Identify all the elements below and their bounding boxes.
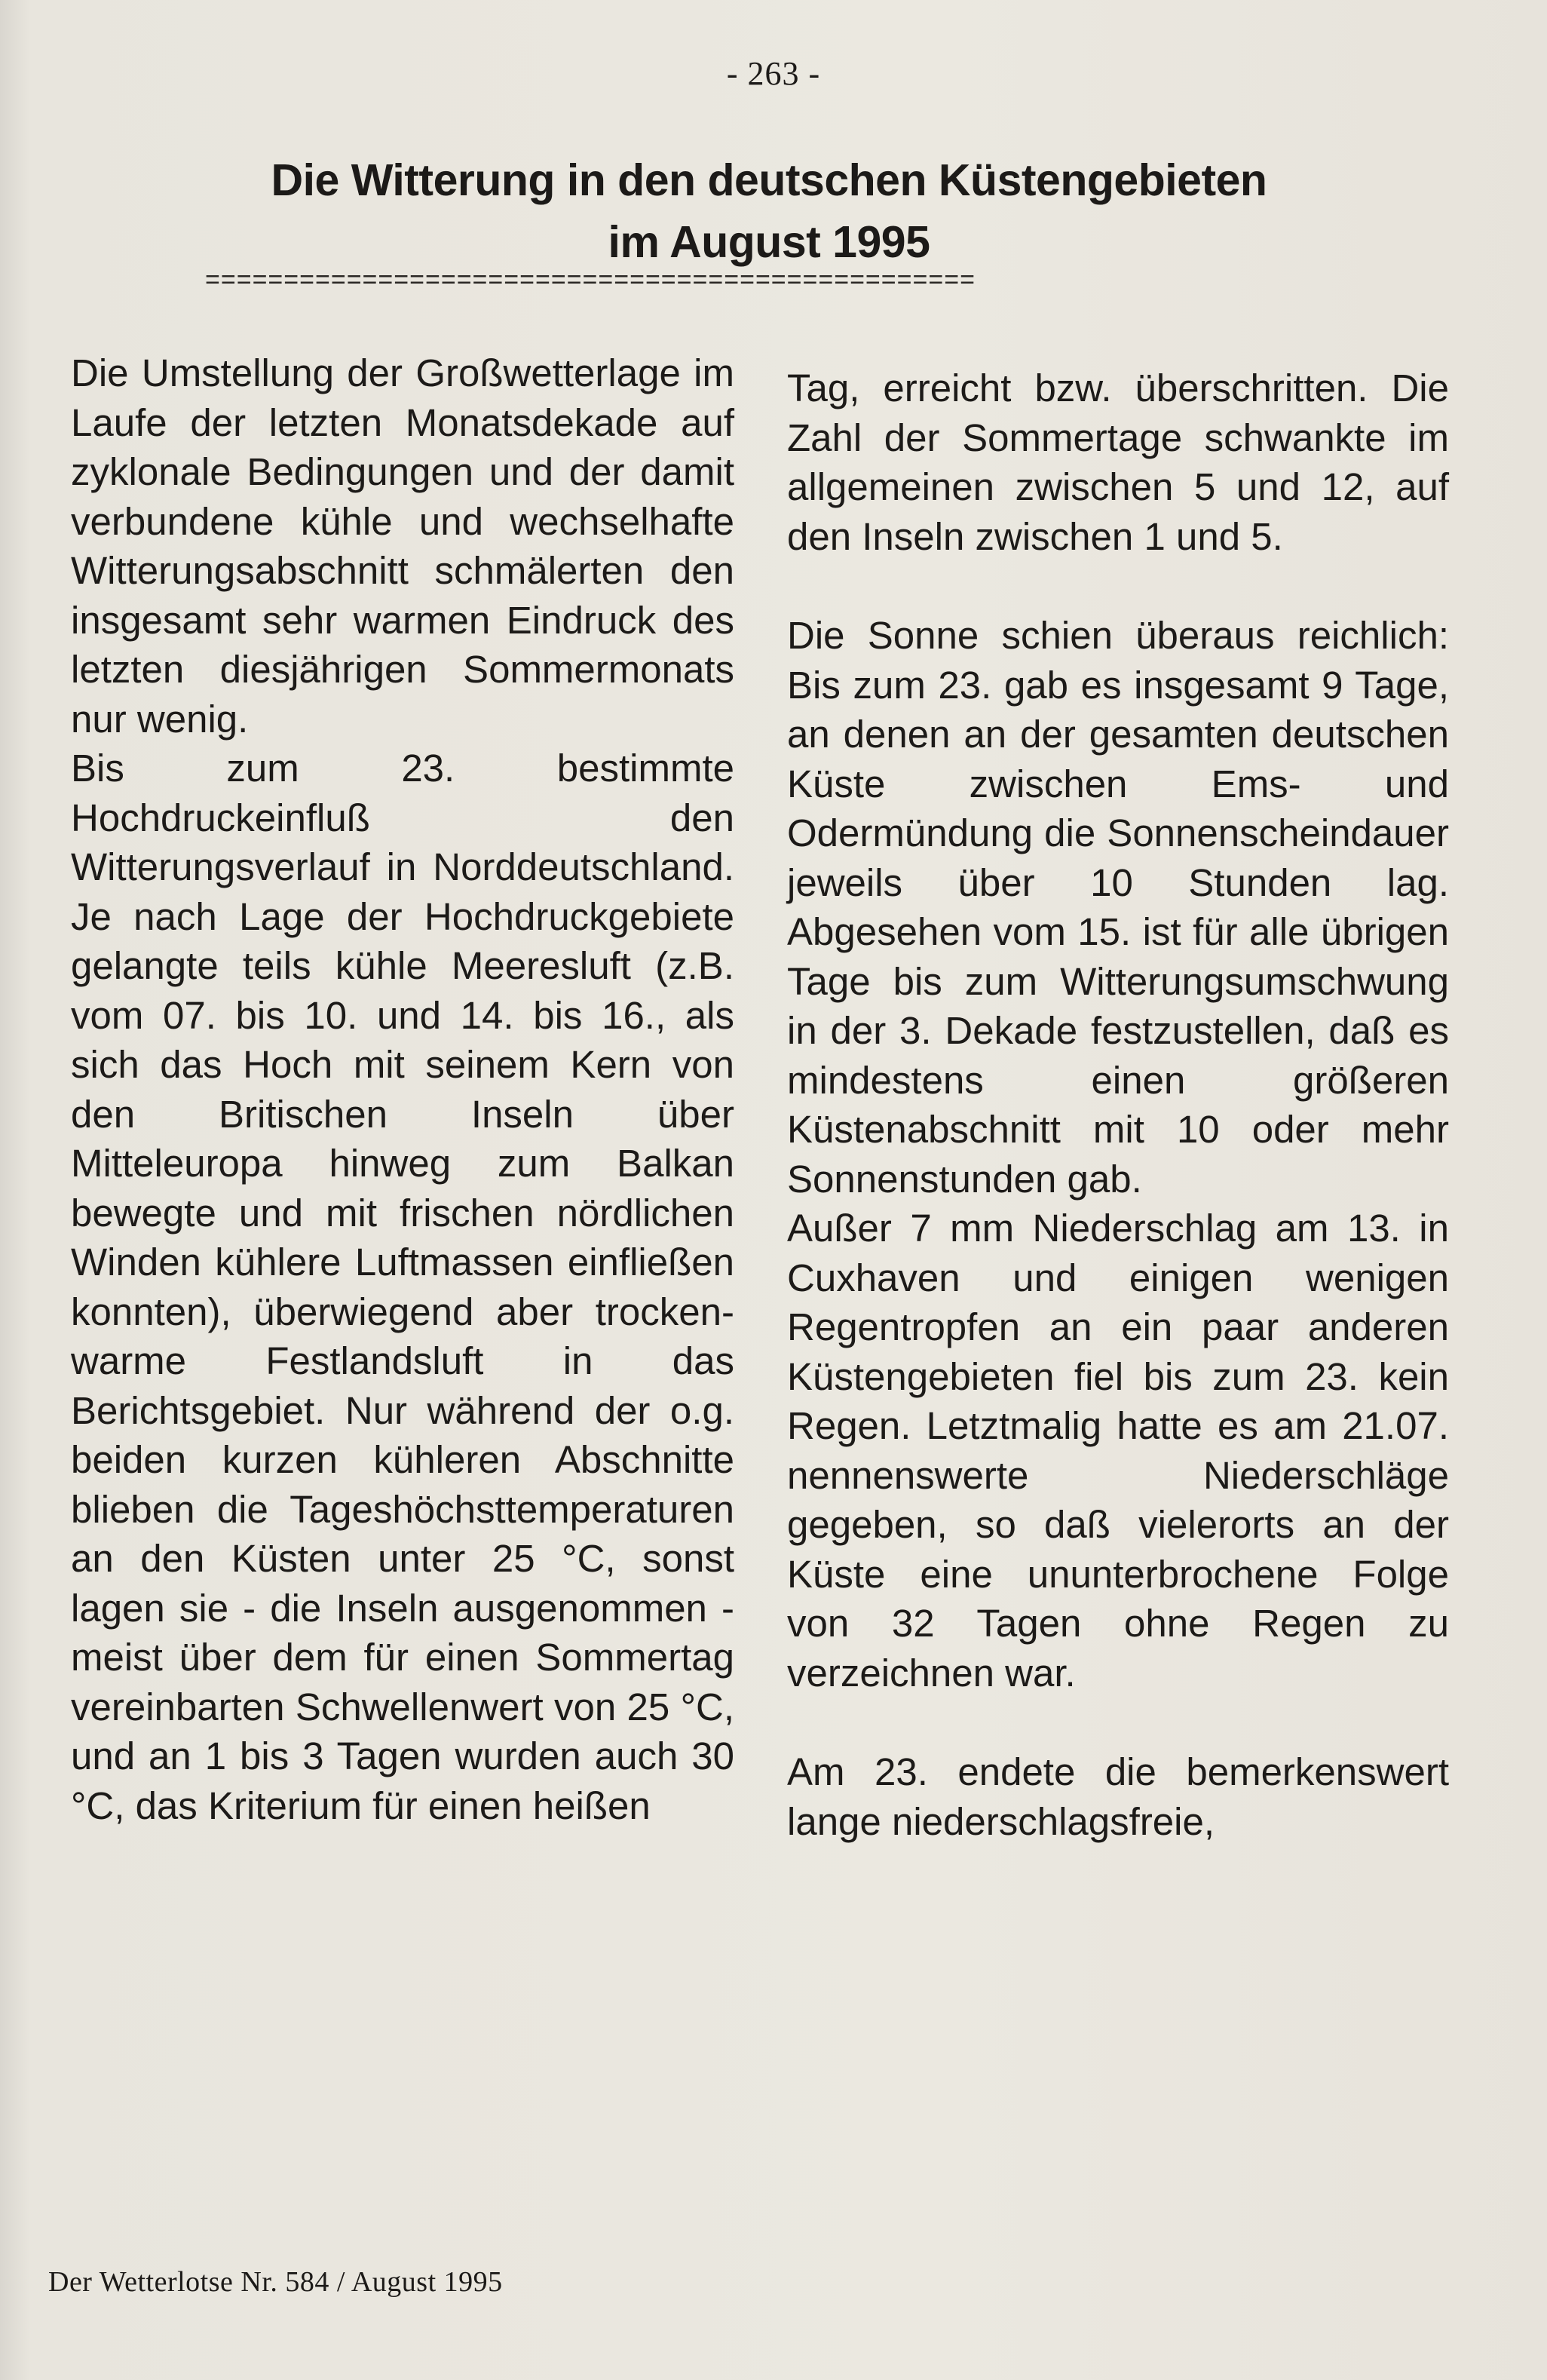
left-column <box>71 348 734 1830</box>
title-underline: ================================================= <box>205 271 976 288</box>
article-title <box>121 149 1417 273</box>
page-number: - 263 - <box>726 55 821 92</box>
title-line-1: Die Witterung in den deutschen Küstengebieten <box>271 155 1267 205</box>
paragraph: Tag, erreicht bzw. überschritten. Die Zahl der Sommertage schwankte im allgemeinen zwischen 5 und 12, auf den Inseln zwischen 1 und 5. <box>787 367 1449 558</box>
paragraph: Bis zum 23. bestimmte Hochdruckeinfluß den Witterungsverlauf in Norddeutschland. Je nach Lage der Hochdruckgebiete gelangte teils kühle Meeresluft (z.B. vom 07. bis 10. und 14. bis 16., als sich das Hoch mit seinem Kern von den Britischen Inseln über Mitteleuropa hinweg zum Balkan bewegte und mit frischen nördlichen Winden kühlere Luftmassen einfließen konnten), überwiegend aber trocken-warme Festlandsluft in das Berichtsgebiet. Nur während der o.g. beiden kurzen kühleren Abschnitte blieben die Tageshöchsttemperaturen an den Küsten unter 25 °C, sonst lagen sie - die Inseln ausgenommen - meist über dem für einen Sommertag vereinbarten Schwellenwert von 25 °C, und an 1 bis 3 Tagen wurden auch 30 °C, das Kriterium für einen heißen <box>71 747 734 1827</box>
title-line-2: im August 1995 <box>608 217 930 267</box>
footer-citation: Der Wetterlotse Nr. 584 / August 1995 <box>48 2266 503 2298</box>
right-column <box>787 363 1449 1846</box>
paragraph: Die Umstellung der Großwetterlage im Laufe der letzten Monatsdekade auf zyklonale Bedingungen und der damit verbundene kühle und wechselhafte Witterungsabschnitt schmälerten den insgesamt sehr warmen Eindruck des letzten diesjährigen Sommermonats nur wenig. <box>71 351 734 741</box>
paragraph: Die Sonne schien überaus reichlich: Bis zum 23. gab es insgesamt 9 Tage, an denen an der gesamten deutschen Küste zwischen Ems- und Odermündung die Sonnenscheindauer jeweils über 10 Stunden lag. Abgesehen vom 15. ist für alle übrigen Tage bis zum Witterungsumschwung in der 3. Dekade festzustellen, daß es mindestens einen größeren Küstenabschnitt mit 10 oder mehr Sonnenstunden gab. <box>787 614 1449 1201</box>
paragraph: Am 23. endete die bemerkenswert lange niederschlagsfreie, <box>787 1750 1449 1843</box>
paragraph: Außer 7 mm Niederschlag am 13. in Cuxhaven und einigen wenigen Regentropfen an ein paar anderen Küstengebieten fiel bis zum 23. kein Regen. Letztmalig hatte es am 21.07. nennenswerte Niederschläge gegeben, so daß vielerorts an der Küste eine ununterbrochene Folge von 32 Tagen ohne Regen zu verzeichnen war. <box>787 1207 1449 1695</box>
